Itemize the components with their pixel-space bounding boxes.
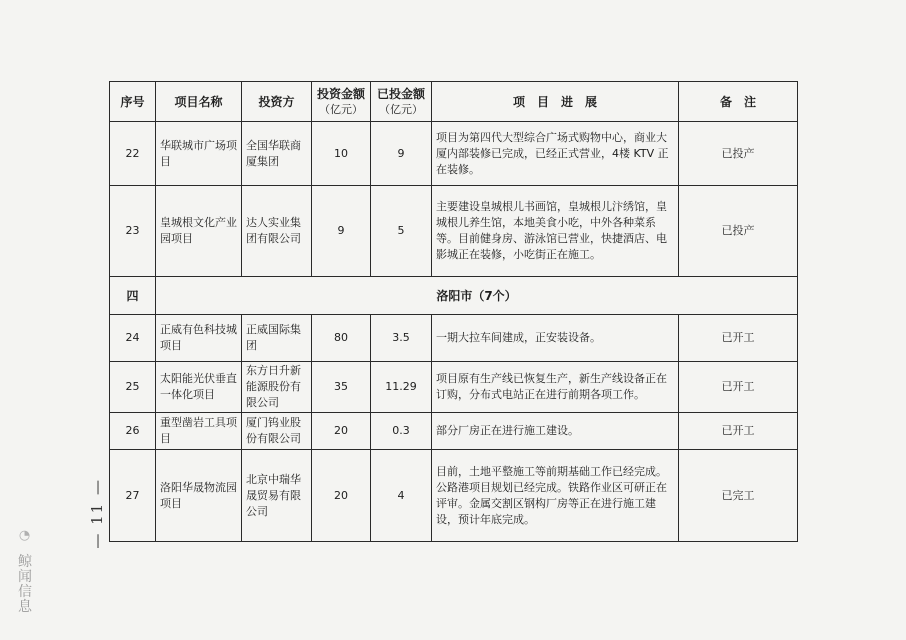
cell-seq: 23 xyxy=(110,186,156,277)
cell-amount: 80 xyxy=(312,315,371,362)
cell-investor: 达人实业集团有限公司 xyxy=(242,186,312,277)
cell-amount: 10 xyxy=(312,122,371,186)
table-row xyxy=(110,186,798,277)
cell-seq: 27 xyxy=(110,450,156,542)
cell-seq: 26 xyxy=(110,413,156,450)
cell-invested: 11.29 xyxy=(371,362,432,413)
cell-seq: 24 xyxy=(110,315,156,362)
cell-remark: 已开工 xyxy=(679,413,798,450)
cell-name: 皇城根文化产业园项目 xyxy=(156,186,242,277)
cell-remark: 已投产 xyxy=(679,122,798,186)
watermark-logo-icon: ◔ xyxy=(17,528,32,544)
cell-name: 重型凿岩工具项目 xyxy=(156,413,242,450)
header-remark: 备 注 xyxy=(679,82,798,122)
header-name: 项目名称 xyxy=(156,82,242,122)
cell-name: 华联城市广场项目 xyxy=(156,122,242,186)
cell-investor: 全国华联商厦集团 xyxy=(242,122,312,186)
cell-investor: 东方日升新能源股份有限公司 xyxy=(242,362,312,413)
cell-remark: 已开工 xyxy=(679,315,798,362)
cell-progress: 部分厂房正在进行施工建设。 xyxy=(432,413,679,450)
cell-amount: 35 xyxy=(312,362,371,413)
cell-amount: 9 xyxy=(312,186,371,277)
cell-seq: 25 xyxy=(110,362,156,413)
section-seq: 四 xyxy=(110,277,156,315)
table-row xyxy=(110,450,798,542)
cell-progress: 项目为第四代大型综合广场式购物中心，商业大厦内部装修已完成，已经正式营业，4楼 KTV 正在装修。 xyxy=(432,122,679,186)
table-row xyxy=(110,315,798,362)
table-header-row xyxy=(110,82,798,122)
cell-invested: 9 xyxy=(371,122,432,186)
cell-investor: 北京中瑞华晟贸易有限公司 xyxy=(242,450,312,542)
header-amount: 投资金额 （亿元） xyxy=(312,82,371,122)
watermark xyxy=(14,528,34,613)
cell-invested: 4 xyxy=(371,450,432,542)
table-row xyxy=(110,122,798,186)
cell-invested: 5 xyxy=(371,186,432,277)
cell-progress: 目前，土地平整施工等前期基础工作已经完成。公路港项目规划已经完成。铁路作业区可研正在评审。金属交割区钢构厂房等正在进行施工建设，预计年底完成。 xyxy=(432,450,679,542)
table-row xyxy=(110,362,798,413)
project-table xyxy=(109,81,798,542)
header-invested: 已投金额 （亿元） xyxy=(371,82,432,122)
header-progress: 项 目 进 展 xyxy=(432,82,679,122)
cell-investor: 正威国际集团 xyxy=(242,315,312,362)
cell-progress: 项目原有生产线已恢复生产，新生产线设备正在订购，分布式电站正在进行前期各项工作。 xyxy=(432,362,679,413)
cell-name: 太阳能光伏垂直一体化项目 xyxy=(156,362,242,413)
watermark-text: 鲸闻信息 xyxy=(16,553,32,614)
cell-investor: 厦门钨业股份有限公司 xyxy=(242,413,312,450)
section-title: 洛阳市（7个） xyxy=(156,277,798,315)
cell-amount: 20 xyxy=(312,413,371,450)
cell-invested: 0.3 xyxy=(371,413,432,450)
header-seq: 序号 xyxy=(110,82,156,122)
cell-invested: 3.5 xyxy=(371,315,432,362)
cell-progress: 一期大拉车间建成，正安装设备。 xyxy=(432,315,679,362)
cell-name: 正威有色科技城项目 xyxy=(156,315,242,362)
cell-progress: 主要建设皇城根儿书画馆，皇城根儿汴绣馆，皇城根儿养生馆，本地美食小吃，中外各种菜系等。目前健身房、游泳馆已营业，快捷酒店、电影城正在装修，小吃街正在施工。 xyxy=(432,186,679,277)
cell-amount: 20 xyxy=(312,450,371,542)
cell-remark: 已开工 xyxy=(679,362,798,413)
cell-seq: 22 xyxy=(110,122,156,186)
cell-name: 洛阳华晟物流园项目 xyxy=(156,450,242,542)
page-number: — 11 — xyxy=(88,478,106,549)
cell-remark: 已完工 xyxy=(679,450,798,542)
section-row xyxy=(110,277,798,315)
table-row xyxy=(110,413,798,450)
header-investor: 投资方 xyxy=(242,82,312,122)
cell-remark: 已投产 xyxy=(679,186,798,277)
